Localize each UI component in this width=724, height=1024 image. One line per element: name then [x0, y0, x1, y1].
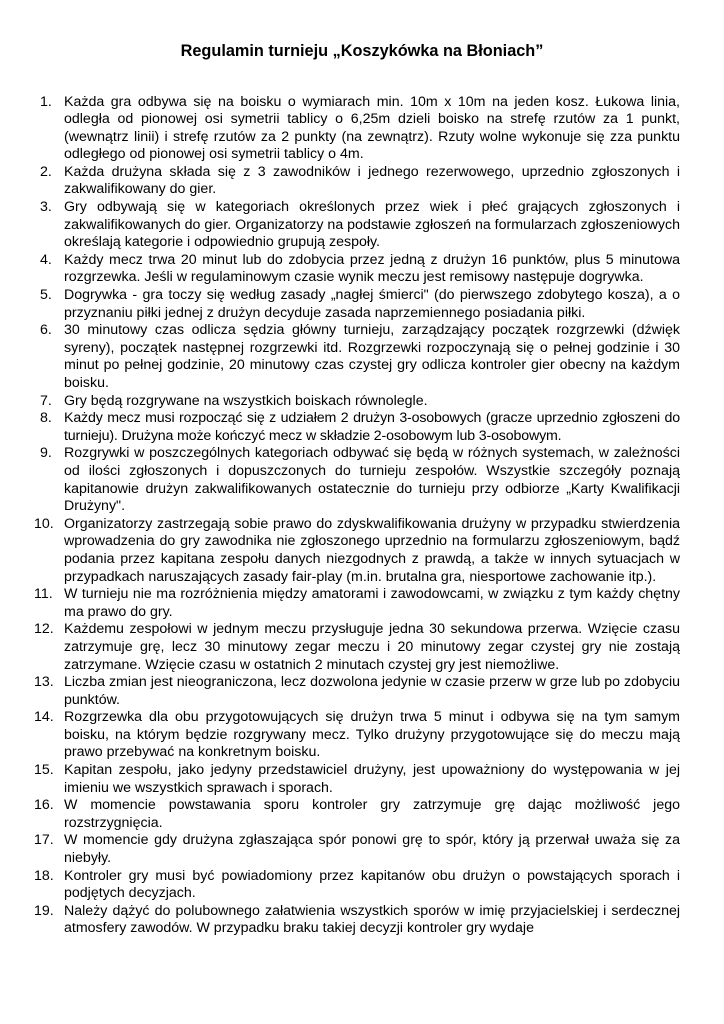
- rule-item-18: [0, 868, 724, 903]
- rule-text: Gry będą rozgrywane na wszystkich boiskach równolegle.: [64, 392, 428, 409]
- rule-text: W momencie gdy drużyna zgłaszająca spór ponowi grę to spór, który ją przerwał uważa się za niebyły.: [64, 832, 680, 867]
- rule-item-4: [0, 252, 724, 287]
- rule-item-13: [0, 674, 724, 709]
- rule-text: Organizatorzy zastrzegają sobie prawo do zdyskwalifikowania drużyny w przypadku stwierdzenia wprowadzenia do gry zawodnika nie zgłoszonego uprzednio na formularzu zgłoszeniowym, bądź podania przez kapitana zespołu danych niezgodnych z prawdą, a także w innych sytuacjach w przypadkach naruszających zasady fair-play (m.in. brutalna gra, niesportowe zachowanie itp.).: [64, 515, 680, 585]
- rule-number: 3.: [40, 199, 52, 216]
- rule-item-14: [0, 709, 724, 762]
- rule-item-1: [0, 94, 724, 164]
- rule-item-6: [0, 322, 724, 392]
- rule-number: 5.: [40, 287, 52, 304]
- rule-text: Każdy mecz musi rozpocząć się z udziałem 2 drużyn 3-osobowych (gracze uprzednio zgłoszeni do turnieju). Drużyna może kończyć mecz w składzie 2-osobowym lub 3-osobowym.: [64, 410, 680, 444]
- rule-number: 10.: [34, 515, 54, 532]
- rule-number: 1.: [40, 93, 52, 110]
- rule-number: 15.: [34, 762, 54, 779]
- rule-number: 9.: [40, 445, 52, 462]
- rules-list: [0, 94, 724, 939]
- rule-text: Dogrywka - gra toczy się według zasady „nagłej śmierci" (do pierwszego zdobytego kosza), a o przyznaniu piłki jednej z drużyn decyduje zasada naprzemiennego posiadania piłki.: [64, 287, 680, 321]
- rule-item-19: [0, 903, 724, 938]
- rule-number: 18.: [34, 867, 54, 884]
- rule-text: Rozgrywki w poszczególnych kategoriach odbywać się będą w różnych systemach, w zależności od ilości zgłoszonych i dopuszczonych do turnieju zespołów. Wszystkie szczegóły poznają kapitanowie drużyn zakwalifikowanych ostatecznie do turnieju przy odbiorze „Karty Kwalifikacji Drużyny".: [64, 445, 680, 515]
- document-title: Regulamin turnieju „Koszykówka na Błoniach”: [180, 42, 544, 60]
- rule-number: 16.: [34, 797, 54, 814]
- rule-text: Gry odbywają się w kategoriach określonych przez wiek i płeć grających zgłoszonych i zakwalifikowanych do gier. Organizatorzy na podstawie zgłoszeń na formularzach zgłoszeniowych określają kategorie i odpowiednio grupują zespoły.: [64, 199, 680, 251]
- rule-text: W momencie powstawania sporu kontroler gry zatrzymuje grę dając możliwość jego rozstrzygnięcia.: [64, 797, 680, 831]
- rule-number: 12.: [34, 621, 54, 638]
- rule-text: Każdemu zespołowi w jednym meczu przysługuje jedna 30 sekundowa przerwa. Wzięcie czasu zatrzymuje grę, lecz 30 minutowy zegar meczu i 20 minutowy zegar czystej gry nie zostają zatrzymane. Wzięcie czasu w ostatnich 2 minutach czystej gry jest niemożliwe.: [64, 621, 680, 673]
- rule-item-17: [0, 832, 724, 867]
- rule-item-3: [0, 199, 724, 252]
- rule-number: 11.: [34, 586, 53, 603]
- rule-text: Każdy mecz trwa 20 minut lub do zdobycia przez jedną z drużyn 16 punktów, plus 5 minutowa rozgrzewka. Jeśli w regulaminowym czasie wynik meczu jest remisowy następuje dogrywka.: [64, 251, 680, 286]
- rule-text: Liczba zmian jest nieograniczona, lecz dozwolona jedynie w czasie przerw w grze lub po zdobyciu punktów.: [64, 674, 680, 708]
- rule-item-15: [0, 762, 724, 797]
- rule-number: 4.: [40, 251, 52, 268]
- rule-item-12: [0, 621, 724, 674]
- rule-number: 17.: [34, 832, 54, 849]
- rule-item-16: [0, 797, 724, 832]
- rule-item-5: [0, 287, 724, 322]
- rule-text: W turnieju nie ma rozróżnienia między amatorami i zawodowcami, w związku z tym każdy chętny ma prawo do gry.: [64, 586, 680, 620]
- rule-item-10: [0, 516, 724, 586]
- rule-number: 14.: [34, 709, 54, 726]
- rule-text: Każda gra odbywa się na boisku o wymiarach min. 10m x 10m na jeden kosz. Łukowa linia, odległa od pionowej osi symetrii tablicy o 6,25m dzieli boisko na strefę rzutów za 1 punkt, (wewnątrz linii) i strefę rzutów za 2 punkty (na zewnątrz). Rzuty wolne wykonuje się zza punktu odległego od pionowej osi symetrii tablicy o 4m.: [64, 93, 680, 163]
- rule-number: 19.: [34, 902, 54, 919]
- rule-text: Każda drużyna składa się z 3 zawodników i jednego rezerwowego, uprzednio zgłoszonych i zakwalifikowany do gier.: [64, 163, 680, 198]
- rule-number: 6.: [40, 322, 52, 339]
- rule-item-9: [0, 445, 724, 515]
- rule-number: 2.: [40, 163, 52, 180]
- rule-item-7: [0, 393, 724, 411]
- rule-text: Rozgrzewka dla obu przygotowujących się drużyn trwa 5 minut i odbywa się na tym samym boisku, na którym będzie rozgrywany mecz. Tylko drużyny przygotowujące się do meczu mają prawo przebywać na konkretnym boisku.: [64, 709, 680, 761]
- rule-item-2: [0, 164, 724, 199]
- rule-text: 30 minutowy czas odlicza sędzia główny turnieju, zarządzający początek rozgrzewki (dźwięk syreny), początek następnej rozgrzewki itd. Rozgrzewki rozpoczynają się o pełnej godzinie i 30 minut po pełnej godzinie, 20 minutowy czas czystej gry odlicza kontroler gier obecny na każdym boisku.: [64, 322, 680, 391]
- rule-text: Kapitan zespołu, jako jedyny przedstawiciel drużyny, jest upoważniony do występowania w jej imieniu we wszystkich sprawach i sporach.: [64, 762, 680, 796]
- rule-item-11: [0, 586, 724, 621]
- rule-number: 7.: [40, 392, 52, 409]
- rule-number: 13.: [34, 674, 54, 691]
- rule-number: 8.: [40, 410, 52, 427]
- rule-text: Kontroler gry musi być powiadomiony przez kapitanów obu drużyn o powstających sporach i podjętych decyzjach.: [64, 867, 680, 902]
- rule-item-8: [0, 410, 724, 445]
- rule-text: Należy dążyć do polubownego załatwienia wszystkich sporów w imię przyjacielskiej i serdecznej atmosfery zawodów. W przypadku braku takiej decyzji kontroler gry wydaje: [64, 902, 680, 937]
